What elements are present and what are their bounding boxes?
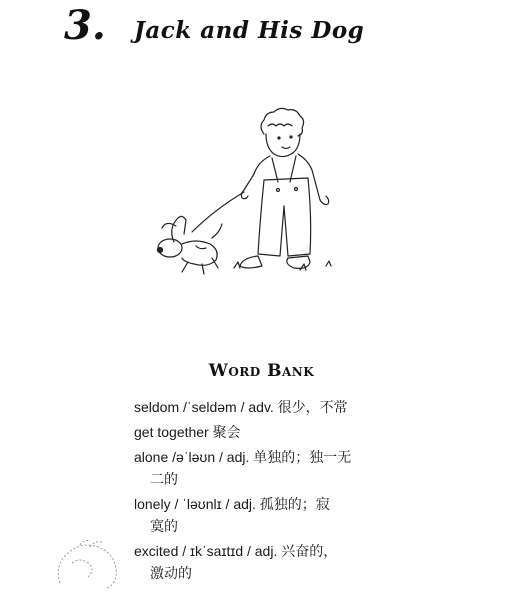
- entry-continuation: 寞的: [150, 518, 178, 534]
- word-bank-heading: Word Bank: [208, 361, 315, 381]
- entry-text: lonely / ˈləʊnlɪ / adj. 孤独的；寂: [134, 496, 330, 512]
- entry-text: alone /əˈləʊn / adj. 单独的；独一无: [134, 449, 352, 465]
- word-entry-get-together: [134, 421, 384, 443]
- word-entry-alone: [134, 446, 384, 490]
- word-entry-seldom: [134, 396, 384, 418]
- decorative-sketch: [50, 533, 132, 593]
- entry-text: get together 聚会: [134, 424, 241, 440]
- entry-continuation: 二的: [150, 471, 178, 487]
- word-entry-lonely: [134, 493, 384, 537]
- chapter-title: Jack and His Dog: [134, 17, 365, 44]
- word-entry-excited: [134, 540, 384, 584]
- entry-continuation: 激动的: [150, 565, 192, 581]
- boy-walking-dog-illustration: [140, 100, 350, 285]
- chapter-number: 3.: [64, 2, 106, 49]
- word-bank-list: [134, 396, 384, 584]
- entry-text: seldom /ˈseldəm / adv. 很少，不常: [134, 399, 348, 415]
- entry-text: excited / ɪkˈsaɪtɪd / adj. 兴奋的，: [134, 543, 338, 559]
